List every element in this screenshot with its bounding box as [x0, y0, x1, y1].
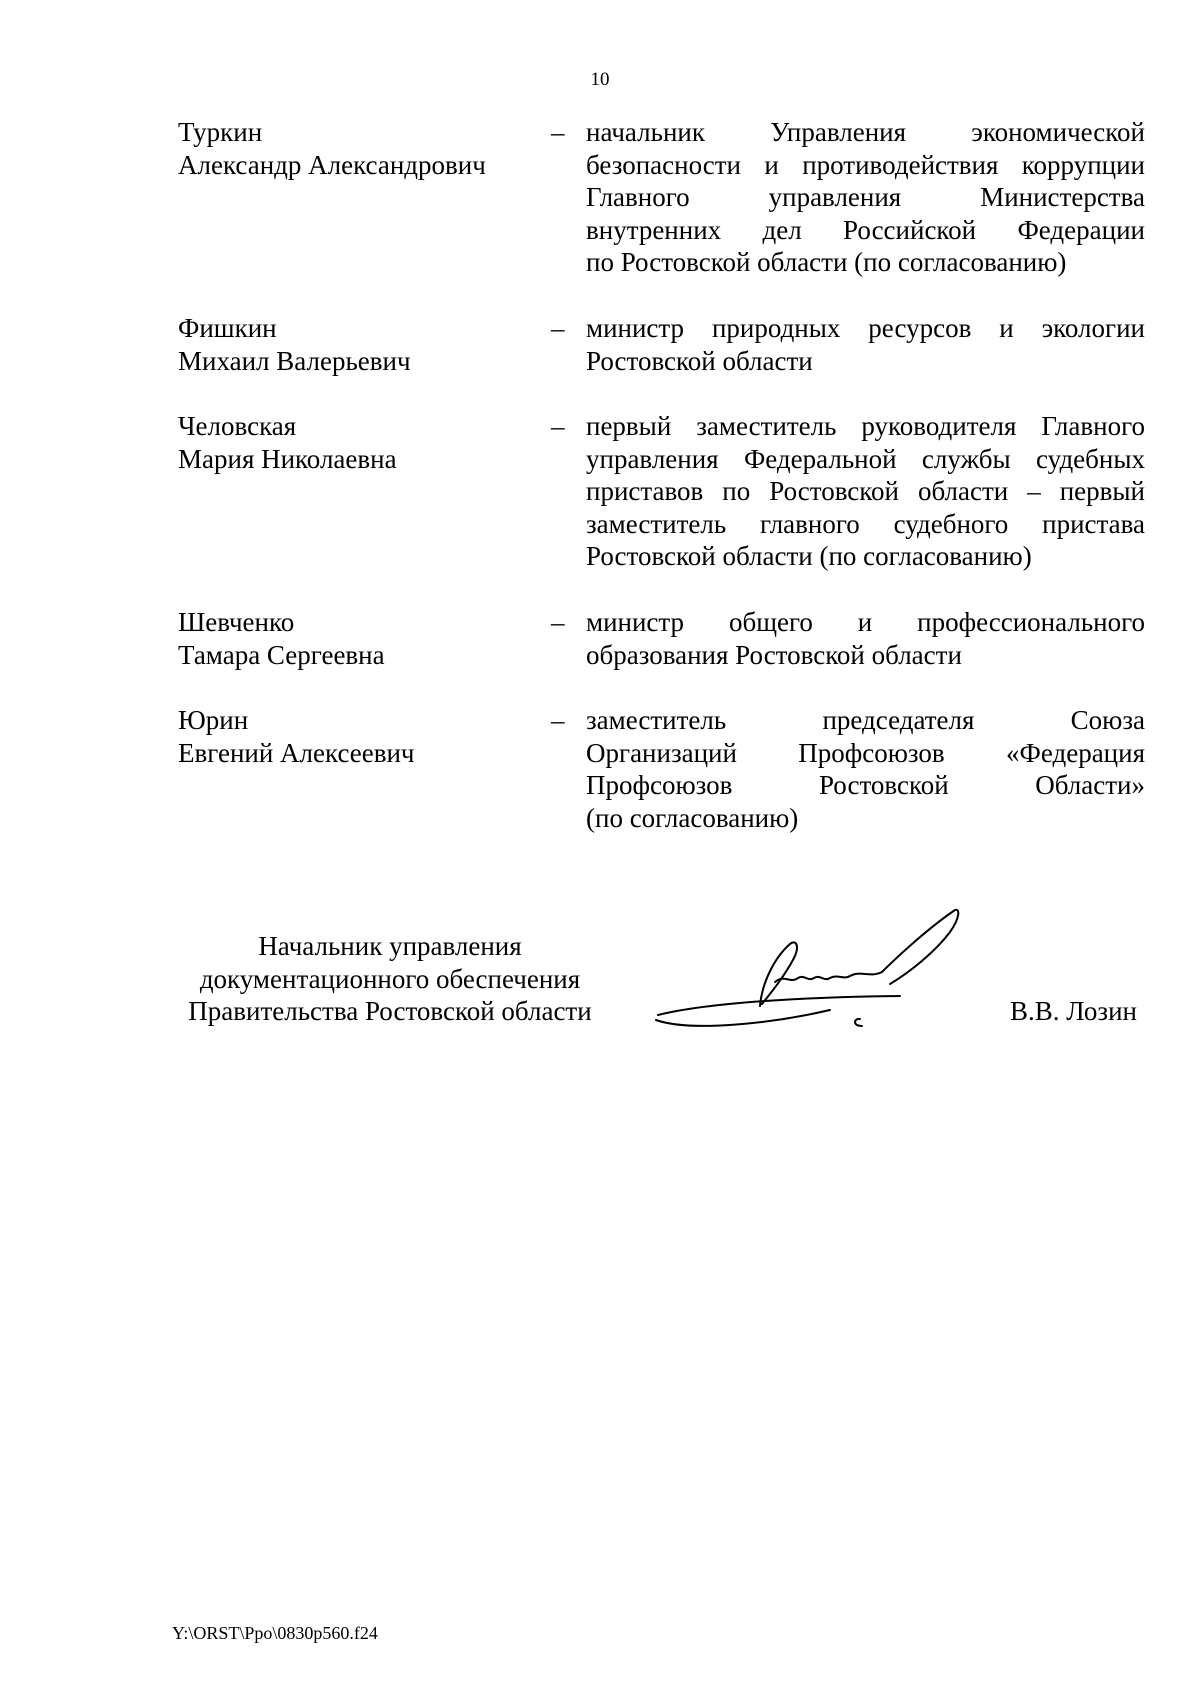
- member-surname: Туркин: [178, 117, 263, 147]
- position-line: заместитель председателя Союза: [586, 705, 1145, 735]
- signer-title-line: Правительства Ростовской области: [188, 996, 592, 1026]
- position-line: Организаций Профсоюзов «Федерация: [586, 737, 1145, 768]
- member-given-names: Евгений Алексеевич: [178, 737, 415, 768]
- member-name: [178, 410, 538, 475]
- member-surname: Человская: [178, 411, 297, 441]
- position-line: приставов по Ростовской области – первый: [586, 476, 1145, 506]
- separator-dash: –: [551, 705, 565, 735]
- member-given-names: Тамара Сергеевна: [178, 639, 385, 670]
- position-line: начальник Управления экономической: [586, 117, 1145, 147]
- member-surname: Фишкин: [178, 313, 277, 343]
- separator-dash: –: [551, 313, 565, 343]
- position-line: по Ростовской области (по согласованию): [586, 247, 1067, 277]
- position-line: Ростовской области (по согласованию): [586, 541, 1032, 571]
- signer-name: В.В. Лозин: [1010, 996, 1137, 1026]
- separator-dash: –: [551, 607, 565, 637]
- member-position: [586, 116, 1145, 279]
- member-name: [178, 606, 538, 671]
- member-given-names: Александр Александрович: [178, 149, 486, 180]
- position-line: Главного управления Министерства: [586, 182, 1145, 212]
- separator-dash: –: [551, 117, 565, 147]
- position-line: образования Ростовской области: [586, 639, 962, 670]
- separator-dash: –: [551, 411, 565, 441]
- member-position: [586, 312, 1145, 377]
- position-line: министр общего и профессионального: [586, 607, 1145, 637]
- page-number: 10: [590, 69, 610, 90]
- position-line: заместитель главного судебного пристава: [586, 508, 1145, 539]
- position-line: первый заместитель руководителя Главного: [586, 411, 1145, 441]
- member-position: [586, 606, 1145, 671]
- position-line: Профсоюзов Ростовской Области»: [586, 770, 1145, 800]
- handwritten-signature: [650, 902, 985, 1052]
- position-line: внутренних дел Российской Федерации: [586, 214, 1145, 245]
- member-given-names: Михаил Валерьевич: [178, 345, 411, 376]
- position-line: министр природных ресурсов и экологии: [586, 313, 1145, 343]
- signer-title-line: документационного обеспечения: [199, 963, 581, 994]
- member-surname: Юрин: [178, 705, 249, 735]
- signer-title: [160, 930, 620, 1028]
- member-position: [586, 410, 1145, 573]
- footer-file-path: Y:\ORST\Ppo\0830p560.f24: [172, 1623, 378, 1643]
- member-surname: Шевченко: [178, 607, 295, 637]
- member-given-names: Мария Николаевна: [178, 443, 397, 474]
- member-position: [586, 704, 1145, 834]
- position-line: (по согласованию): [586, 802, 799, 833]
- signer-title-line: Начальник управления: [258, 931, 522, 961]
- member-name: [178, 704, 538, 769]
- position-line: Ростовской области: [586, 345, 813, 376]
- position-line: безопасности и противодействия коррупции: [586, 149, 1145, 180]
- position-line: управления Федеральной службы судебных: [586, 443, 1145, 474]
- member-name: [178, 116, 538, 181]
- member-name: [178, 312, 538, 377]
